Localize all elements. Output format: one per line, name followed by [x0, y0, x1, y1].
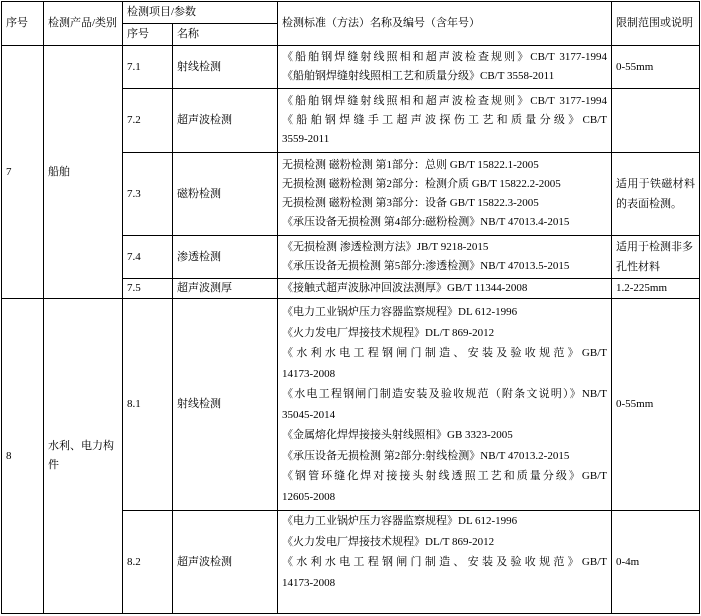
standard-line: 14173-2008 [282, 576, 336, 589]
header-category: 检测产品/类别 [44, 2, 123, 46]
group-category: 船舶 [44, 46, 123, 299]
standard-line: 无损检测 磁粉检测 第2部分：检测介质 GB/T 15822.2-2005 [282, 178, 561, 190]
standard-line: 无损检测 磁粉检测 第1部分：总则 GB/T 15822.1-2005 [282, 159, 539, 171]
item-name: 磁粉检测 [173, 153, 278, 236]
standard-line: 《船舶钢焊缝射线照相工艺和质量分级》CB/T 3558-2011 [282, 70, 555, 82]
standard-line: 《船舶钢焊缝射线照相和超声波检查规则》CB/T 3177-1994 [282, 95, 607, 107]
item-name: 射线检测 [173, 46, 278, 89]
item-name: 超声波检测 [173, 89, 278, 153]
item-name: 超声波测厚 [173, 279, 278, 299]
header-seq: 序号 [2, 2, 44, 46]
item-seq: 8.1 [123, 299, 173, 511]
group-seq: 7 [2, 46, 44, 299]
standard-line: 《水利水电工程钢闸门制造、安装及验收规范》GB/T [282, 556, 607, 568]
header-item-name: 名称 [173, 24, 278, 46]
standards-cell [278, 153, 612, 236]
standard-line: 《水电工程钢闸门制造安装及验收规范（附条文说明）》NB/T [282, 388, 607, 400]
standard-line: 3559-2011 [282, 133, 330, 145]
standards-cell [278, 89, 612, 153]
item-name: 渗透检测 [173, 236, 278, 279]
standard-line: 14173-2008 [282, 367, 336, 380]
limit-cell: 1.2-225mm [612, 279, 700, 299]
standard-line: 《接触式超声波脉冲回波法测厚》GB/T 11344-2008 [282, 282, 528, 294]
standard-line: 《承压设备无损检测 第5部分:渗透检测》NB/T 47013.5-2015 [282, 260, 570, 272]
standard-line: 《船舶钢焊缝射线照相和超声波检查规则》CB/T 3177-1994 [282, 51, 607, 63]
limit-cell: 0-55mm [612, 46, 700, 89]
limit-cell: 0-4m [612, 511, 700, 614]
standard-line: 《无损检测 渗透检测方法》JB/T 9218-2015 [282, 241, 489, 253]
limit-cell: 适用于铁磁材料的表面检测。 [612, 153, 700, 236]
limit-cell: 适用于检测非多孔性材料 [612, 236, 700, 279]
header-limit: 限制范围或说明 [612, 2, 700, 46]
limit-cell [612, 89, 700, 153]
item-name: 超声波检测 [173, 511, 278, 614]
item-seq: 7.3 [123, 153, 173, 236]
item-name: 射线检测 [173, 299, 278, 511]
standard-line: 《承压设备无损检测 第2部分:射线检测》NB/T 47013.2-2015 [282, 449, 570, 462]
standards-cell [278, 46, 612, 89]
standard-line: 35045-2014 [282, 408, 336, 421]
standard-line: 《船舶钢焊缝手工超声波探伤工艺和质量分级》CB/T [282, 114, 607, 126]
item-seq: 8.2 [123, 511, 173, 614]
standard-line: 《钢管环缝化焊对接接头射线透照工艺和质量分级》GB/T [282, 470, 607, 482]
standards-cell [278, 236, 612, 279]
standard-line: 《承压设备无损检测 第4部分:磁粉检测》NB/T 47013.4-2015 [282, 216, 570, 228]
group-category: 水利、电力构件 [44, 299, 123, 614]
standards-cell [278, 511, 612, 614]
standard-line: 《水利水电工程钢闸门制造、安装及验收规范》GB/T [282, 347, 607, 359]
standard-line: 《火力发电厂焊接技术规程》DL/T 869-2012 [282, 326, 495, 339]
standard-line: 《火力发电厂焊接技术规程》DL/T 869-2012 [282, 535, 495, 548]
standard-line: 《电力工业锅炉压力容器监察规程》DL 612-1996 [282, 515, 518, 527]
item-seq: 7.4 [123, 236, 173, 279]
standard-line: 无损检测 磁粉检测 第3部分：设备 GB/T 15822.3-2005 [282, 197, 539, 209]
standard-line: 《电力工业锅炉压力容器监察规程》DL 612-1996 [282, 306, 518, 318]
standards-table [1, 1, 700, 614]
standard-line: 12605-2008 [282, 490, 336, 503]
item-seq: 7.1 [123, 46, 173, 89]
limit-cell: 0-55mm [612, 299, 700, 511]
header-standard: 检测标准（方法）名称及编号（含年号） [278, 2, 612, 46]
header-item-group: 检测项目/参数 [123, 2, 278, 24]
standard-line: 《金属熔化焊焊接接头射线照相》GB 3323-2005 [282, 429, 513, 441]
item-seq: 7.5 [123, 279, 173, 299]
header-item-seq: 序号 [123, 24, 173, 46]
group-seq: 8 [2, 299, 44, 614]
item-seq: 7.2 [123, 89, 173, 153]
standards-cell [278, 299, 612, 511]
standards-cell [278, 279, 612, 299]
